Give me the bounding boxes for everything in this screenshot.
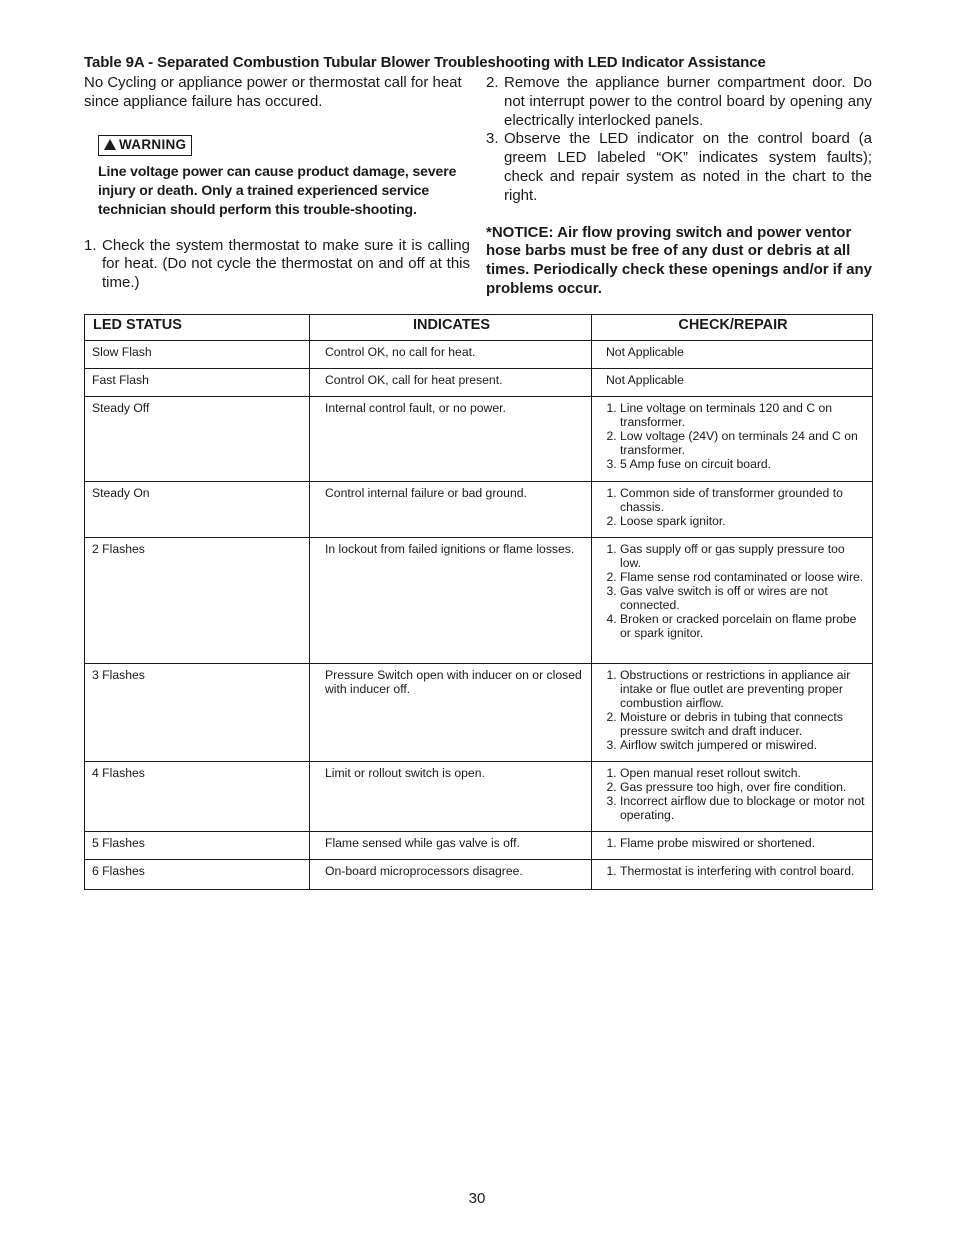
intro-text: No Cycling or appliance power or thermostat call for heat since appliance failure has occured.: [84, 74, 462, 110]
led-status-cell: 2 Flashes: [85, 538, 310, 664]
repair-item: 4. Broken or cracked porcelain on flame probe or spark ignitor.: [620, 612, 865, 640]
step-item: [486, 130, 872, 205]
repair-list: [606, 668, 865, 752]
check-repair-cell: [592, 538, 873, 664]
table-row: [85, 369, 873, 397]
indicates-cell: Control internal failure or bad ground.: [310, 482, 592, 538]
repair-item: 3. Gas valve switch is off or wires are not connected.: [620, 584, 865, 612]
table-body: [85, 341, 873, 890]
repair-list: [606, 486, 865, 528]
repair-item: 1. Line voltage on terminals 120 and C on transformer.: [620, 401, 865, 429]
check-repair-cell: [592, 341, 873, 369]
step-number: 3.: [486, 130, 499, 148]
repair-list: [606, 864, 865, 878]
led-status-cell: Steady On: [85, 482, 310, 538]
repair-text: Not Applicable: [606, 373, 684, 387]
warning-text: Line voltage power can cause product damage, severe injury or death. Only a trained experienced service technician should perform this trouble-shooting.: [98, 162, 457, 217]
indicates-cell: Control OK, call for heat present.: [310, 369, 592, 397]
indicates-cell: Control OK, no call for heat.: [310, 341, 592, 369]
repair-item: 2. Low voltage (24V) on terminals 24 and C on transformer.: [620, 429, 865, 457]
table-title: Table 9A - Separated Combustion Tubular Blower Troubleshooting with LED Indicator Assistance: [84, 54, 766, 71]
led-troubleshooting-table: [84, 314, 873, 890]
repair-item: 1. Gas supply off or gas supply pressure too low.: [620, 542, 865, 570]
table-row: [85, 860, 873, 890]
table-row: [85, 397, 873, 482]
check-repair-cell: [592, 369, 873, 397]
repair-list: [606, 401, 865, 471]
check-repair-cell: [592, 832, 873, 860]
step-text: Observe the LED indicator on the control board (a greem LED labeled “OK” indicates system faults); check and repair system as noted in the chart to the right.: [504, 130, 872, 204]
right-column: [486, 74, 872, 299]
header-indicates: INDICATES: [310, 315, 592, 341]
repair-item: 3. 5 Amp fuse on circuit board.: [620, 457, 865, 471]
indicates-cell: Pressure Switch open with inducer on or closed with inducer off.: [310, 664, 592, 762]
step-item: [486, 74, 872, 130]
repair-list: [606, 766, 865, 822]
repair-item: 1. Open manual reset rollout switch.: [620, 766, 865, 780]
indicates-cell: Internal control fault, or no power.: [310, 397, 592, 482]
indicates-cell: In lockout from failed ignitions or flame losses.: [310, 538, 592, 664]
table-row: [85, 341, 873, 369]
repair-item: 1. Obstructions or restrictions in appliance air intake or flue outlet are preventing proper combustion airflow.: [620, 668, 865, 710]
repair-item: 1. Thermostat is interfering with control board.: [620, 864, 865, 878]
table-row: [85, 482, 873, 538]
header-check-repair: CHECK/REPAIR: [592, 315, 873, 341]
repair-item: 1. Common side of transformer grounded to chassis.: [620, 486, 865, 514]
check-repair-cell: [592, 860, 873, 890]
indicates-cell: On-board microprocessors disagree.: [310, 860, 592, 890]
step-text: Check the system thermostat to make sure it is calling for heat. (Do not cycle the thermostat on and off at this time.): [102, 236, 470, 292]
header-led-status: LED STATUS: [85, 315, 310, 341]
warning-label: [98, 135, 192, 156]
table-row: [85, 762, 873, 832]
check-repair-cell: [592, 762, 873, 832]
repair-list: [606, 542, 865, 640]
led-status-cell: Fast Flash: [85, 369, 310, 397]
repair-item: 3. Incorrect airflow due to blockage or motor not operating.: [620, 794, 865, 822]
warning-label-text: WARNING: [119, 136, 187, 152]
notice-text: *NOTICE: Air flow proving switch and power ventor hose barbs must be free of any dust or debris at all times. Periodically check these openings and/or if any problems occur.: [486, 223, 872, 297]
repair-item: 2. Loose spark ignitor.: [620, 514, 865, 528]
repair-item: 2. Flame sense rod contaminated or loose wire.: [620, 570, 865, 584]
repair-item: 3. Airflow switch jumpered or miswired.: [620, 738, 865, 752]
table-row: [85, 832, 873, 860]
left-column: [84, 74, 470, 293]
table-row: [85, 664, 873, 762]
led-status-cell: Slow Flash: [85, 341, 310, 369]
table-header-row: [85, 315, 873, 341]
repair-item: 1. Flame probe miswired or shortened.: [620, 836, 865, 850]
led-status-cell: 4 Flashes: [85, 762, 310, 832]
indicates-cell: Flame sensed while gas valve is off.: [310, 832, 592, 860]
check-repair-cell: [592, 664, 873, 762]
indicates-cell: Limit or rollout switch is open.: [310, 762, 592, 832]
warning-triangle-icon: [104, 139, 116, 150]
page-number: 30: [468, 1190, 486, 1207]
step-number: 1.: [84, 236, 97, 254]
step-number: 2.: [486, 74, 499, 91]
table-row: [85, 538, 873, 664]
step-item: [84, 237, 470, 293]
led-status-cell: 6 Flashes: [85, 860, 310, 890]
step-text: Remove the appliance burner compartment door. Do not interrupt power to the control board by opening any electrically interlocked panels.: [504, 74, 872, 129]
check-repair-cell: [592, 482, 873, 538]
repair-item: 2. Moisture or debris in tubing that connects pressure switch and draft inducer.: [620, 710, 865, 738]
repair-item: 2. Gas pressure too high, over fire condition.: [620, 780, 865, 794]
repair-text: Not Applicable: [606, 345, 684, 359]
check-repair-cell: [592, 397, 873, 482]
repair-list: [606, 836, 865, 850]
led-status-cell: Steady Off: [85, 397, 310, 482]
led-status-cell: 5 Flashes: [85, 832, 310, 860]
led-status-cell: 3 Flashes: [85, 664, 310, 762]
